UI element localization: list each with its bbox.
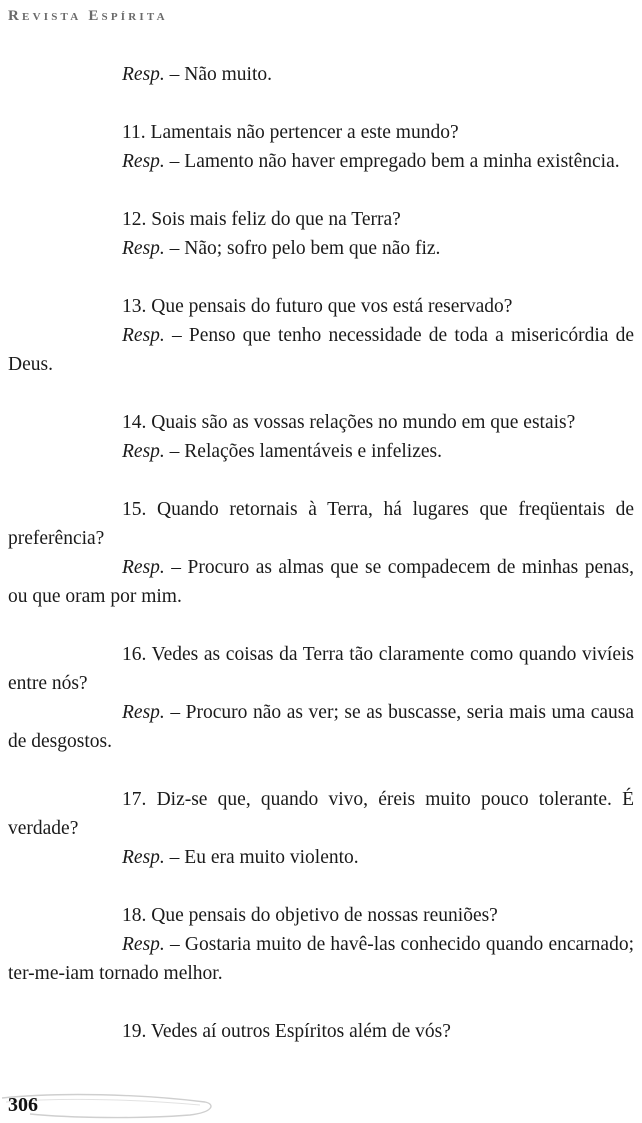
answer-text: – Procuro não as ver; se as buscasse, seria mais uma causa de desgostos.: [8, 702, 634, 752]
answer-10: [8, 60, 634, 89]
question-12: 12. Sois mais feliz do que na Terra?: [122, 209, 401, 230]
question-11: 11. Lamentais não pertencer a este mundo?: [122, 122, 459, 143]
answer-text: – Não; sofro pelo bem que não fiz.: [164, 238, 441, 259]
swoosh-ornament-icon: [0, 1088, 300, 1123]
answer-text: – Eu era muito violento.: [164, 847, 359, 868]
running-head-title: Revista Espírita: [8, 8, 168, 24]
answer-text: – Penso que tenho necessidade de toda a misericórdia de Deus.: [8, 325, 634, 375]
answer-12: [8, 234, 634, 263]
resp-label: Resp.: [122, 847, 165, 868]
resp-label: Resp.: [122, 64, 165, 85]
resp-label: Resp.: [122, 441, 165, 462]
resp-label: Resp.: [122, 151, 165, 172]
answer-16: [8, 698, 634, 756]
question-13: 13. Que pensais do futuro que vos está reservado?: [122, 296, 513, 317]
question-14: 14. Quais são as vossas relações no mundo em que estais?: [122, 412, 576, 433]
page-footer: [0, 1088, 300, 1123]
question-18: 18. Que pensais do objetivo de nossas reuniões?: [122, 905, 498, 926]
answer-text: – Gostaria muito de havê-las conhecido quando encarnado; ter-me-iam tornado melhor.: [8, 934, 634, 984]
resp-label: Resp.: [122, 325, 165, 346]
page-number: 306: [8, 1094, 38, 1116]
answer-15: [8, 553, 634, 611]
resp-label: Resp.: [122, 934, 165, 955]
resp-label: Resp.: [122, 557, 165, 578]
answer-17: [8, 843, 634, 872]
answer-18: [8, 930, 634, 988]
question-17: 17. Diz-se que, quando vivo, éreis muito pouco tolerante. É verdade?: [8, 789, 634, 839]
question-19: 19. Vedes aí outros Espíritos além de vós?: [122, 1021, 451, 1042]
question-16: 16. Vedes as coisas da Terra tão claramente como quando vivíeis entre nós?: [8, 644, 634, 694]
answer-text: – Não muito.: [164, 64, 273, 85]
answer-14: [8, 437, 634, 466]
answer-text: – Relações lamentáveis e infelizes.: [164, 441, 442, 462]
answer-13: [8, 321, 634, 379]
answer-text: – Procuro as almas que se compadecem de minhas penas, ou que oram por mim.: [8, 557, 634, 607]
body-text: [8, 60, 634, 1046]
answer-text: – Lamento não haver empregado bem a minha existência.: [164, 151, 620, 172]
answer-11: [8, 147, 634, 176]
question-15: 15. Quando retornais à Terra, há lugares que freqüentais de preferência?: [8, 499, 634, 549]
resp-label: Resp.: [122, 702, 165, 723]
resp-label: Resp.: [122, 238, 165, 259]
